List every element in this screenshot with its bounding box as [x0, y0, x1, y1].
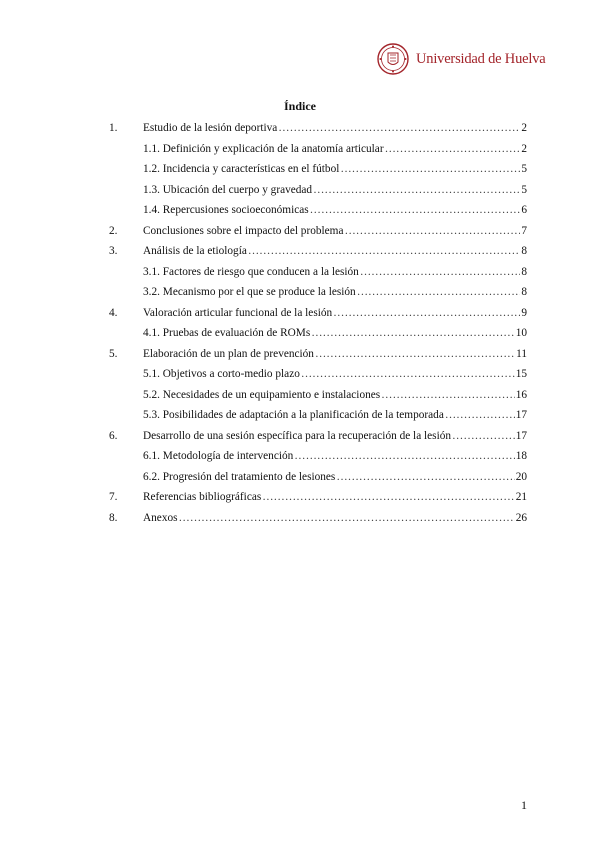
- toc-page: 17: [515, 429, 527, 442]
- toc-number: 7.: [109, 491, 118, 503]
- toc-dot-leader: [310, 203, 521, 218]
- toc-label: Elaboración de un plan de prevención: [143, 347, 314, 360]
- toc-number: 4.: [109, 306, 118, 319]
- toc-dot-leader: [262, 490, 514, 505]
- toc-title: Índice: [283, 99, 316, 113]
- toc-row[interactable]: [0, 142, 600, 157]
- toc-label: 3.2. Mecanismo por el que se produce la lesión: [143, 286, 356, 298]
- toc-row[interactable]: [0, 121, 600, 136]
- toc-row[interactable]: [0, 265, 600, 280]
- toc-label: 1.1. Definición y explicación de la anatomía articular: [143, 142, 384, 155]
- toc-dot-leader: [381, 388, 515, 403]
- toc-number: 6.: [109, 429, 118, 442]
- toc-label: 6.2. Progresión del tratamiento de lesiones: [143, 470, 336, 483]
- toc-row[interactable]: [0, 490, 600, 505]
- toc-row[interactable]: [0, 367, 600, 382]
- toc-dot-leader: [179, 511, 515, 526]
- toc-dot-leader: [357, 285, 521, 300]
- toc-label: Análisis de la etiología: [143, 245, 247, 257]
- toc-label: 6.1. Metodología de intervención: [143, 450, 294, 462]
- toc-page: 2: [521, 122, 527, 134]
- toc-page: 15: [515, 368, 527, 380]
- toc-label: 1.4. Repercusiones socioeconómicas: [143, 204, 309, 216]
- toc-label: 1.2. Incidencia y características en el fútbol: [143, 163, 340, 175]
- toc-page: 18: [515, 450, 527, 462]
- toc-label: Anexos: [143, 511, 178, 524]
- toc-row[interactable]: [0, 429, 600, 444]
- toc-label: 1.3. Ubicación del cuerpo y gravedad: [143, 183, 313, 196]
- toc-dot-leader: [313, 183, 520, 198]
- toc-page: 21: [515, 491, 527, 503]
- toc-number: 8.: [109, 511, 118, 524]
- toc-row[interactable]: [0, 326, 600, 341]
- toc-label: Valoración articular funcional de la lesión: [143, 306, 333, 319]
- toc-row[interactable]: [0, 162, 600, 177]
- toc-dot-leader: [360, 265, 521, 280]
- toc-page: 8: [521, 265, 527, 278]
- toc-row[interactable]: [0, 306, 600, 321]
- toc-row[interactable]: [0, 285, 600, 300]
- toc-label: Conclusiones sobre el impacto del problema: [143, 224, 344, 237]
- toc-dot-leader: [385, 142, 521, 157]
- university-name: Universidad de Huelva: [416, 50, 546, 67]
- toc-label: Estudio de la lesión deportiva: [143, 122, 278, 134]
- toc-dot-leader: [333, 306, 520, 321]
- toc-label: Referencias bibliográficas: [143, 491, 262, 503]
- toc-row[interactable]: [0, 470, 600, 485]
- toc-dot-leader: [301, 367, 515, 382]
- toc-page: 9: [521, 306, 527, 319]
- toc-page: 2: [521, 142, 527, 155]
- toc-dot-leader: [344, 224, 520, 239]
- toc-page: 5: [521, 183, 527, 196]
- university-logo: [376, 42, 545, 76]
- toc-number: 5.: [109, 347, 118, 360]
- toc-number: 1.: [109, 122, 118, 134]
- toc-row[interactable]: [0, 203, 600, 218]
- toc-page: 11: [516, 347, 527, 360]
- university-seal-icon: [376, 42, 412, 76]
- toc-label: 4.1. Pruebas de evaluación de ROMs: [143, 327, 311, 339]
- toc-dot-leader: [294, 449, 514, 464]
- toc-label: 3.1. Factores de riesgo que conducen a la lesión: [143, 265, 359, 278]
- toc-number: 3.: [109, 245, 118, 257]
- toc-dot-leader: [315, 347, 515, 362]
- toc-row[interactable]: [0, 388, 600, 403]
- toc-dot-leader: [445, 408, 515, 423]
- toc-page: 20: [515, 470, 527, 483]
- toc-row[interactable]: [0, 511, 600, 526]
- toc-dot-leader: [452, 429, 515, 444]
- toc-row[interactable]: [0, 347, 600, 362]
- toc-dot-leader: [278, 121, 520, 136]
- toc-page: 8: [521, 245, 527, 257]
- toc-row[interactable]: [0, 183, 600, 198]
- toc-label: 5.2. Necesidades de un equipamiento e instalaciones: [143, 388, 381, 401]
- toc-label: 5.3. Posibilidades de adaptación a la planificación de la temporada: [143, 409, 444, 421]
- toc-page: 6: [521, 204, 527, 216]
- page-number: 1: [521, 798, 527, 812]
- toc-label: 5.1. Objetivos a corto-medio plazo: [143, 368, 300, 380]
- toc-row[interactable]: [0, 244, 600, 259]
- toc-page: 5: [521, 163, 527, 175]
- toc-number: 2.: [109, 224, 118, 237]
- toc-page: 8: [521, 286, 527, 298]
- toc-dot-leader: [340, 162, 520, 177]
- toc-page: 16: [515, 388, 527, 401]
- toc-dot-leader: [311, 326, 514, 341]
- toc-row[interactable]: [0, 449, 600, 464]
- toc-label: Desarrollo de una sesión específica para la recuperación de la lesión: [143, 429, 452, 442]
- toc-page: 7: [521, 224, 527, 237]
- toc-dot-leader: [336, 470, 514, 485]
- toc-row[interactable]: [0, 408, 600, 423]
- toc-page: 26: [515, 511, 527, 524]
- toc-page: 17: [515, 409, 527, 421]
- toc-dot-leader: [248, 244, 520, 259]
- toc-page: 10: [515, 327, 527, 339]
- toc-row[interactable]: [0, 224, 600, 239]
